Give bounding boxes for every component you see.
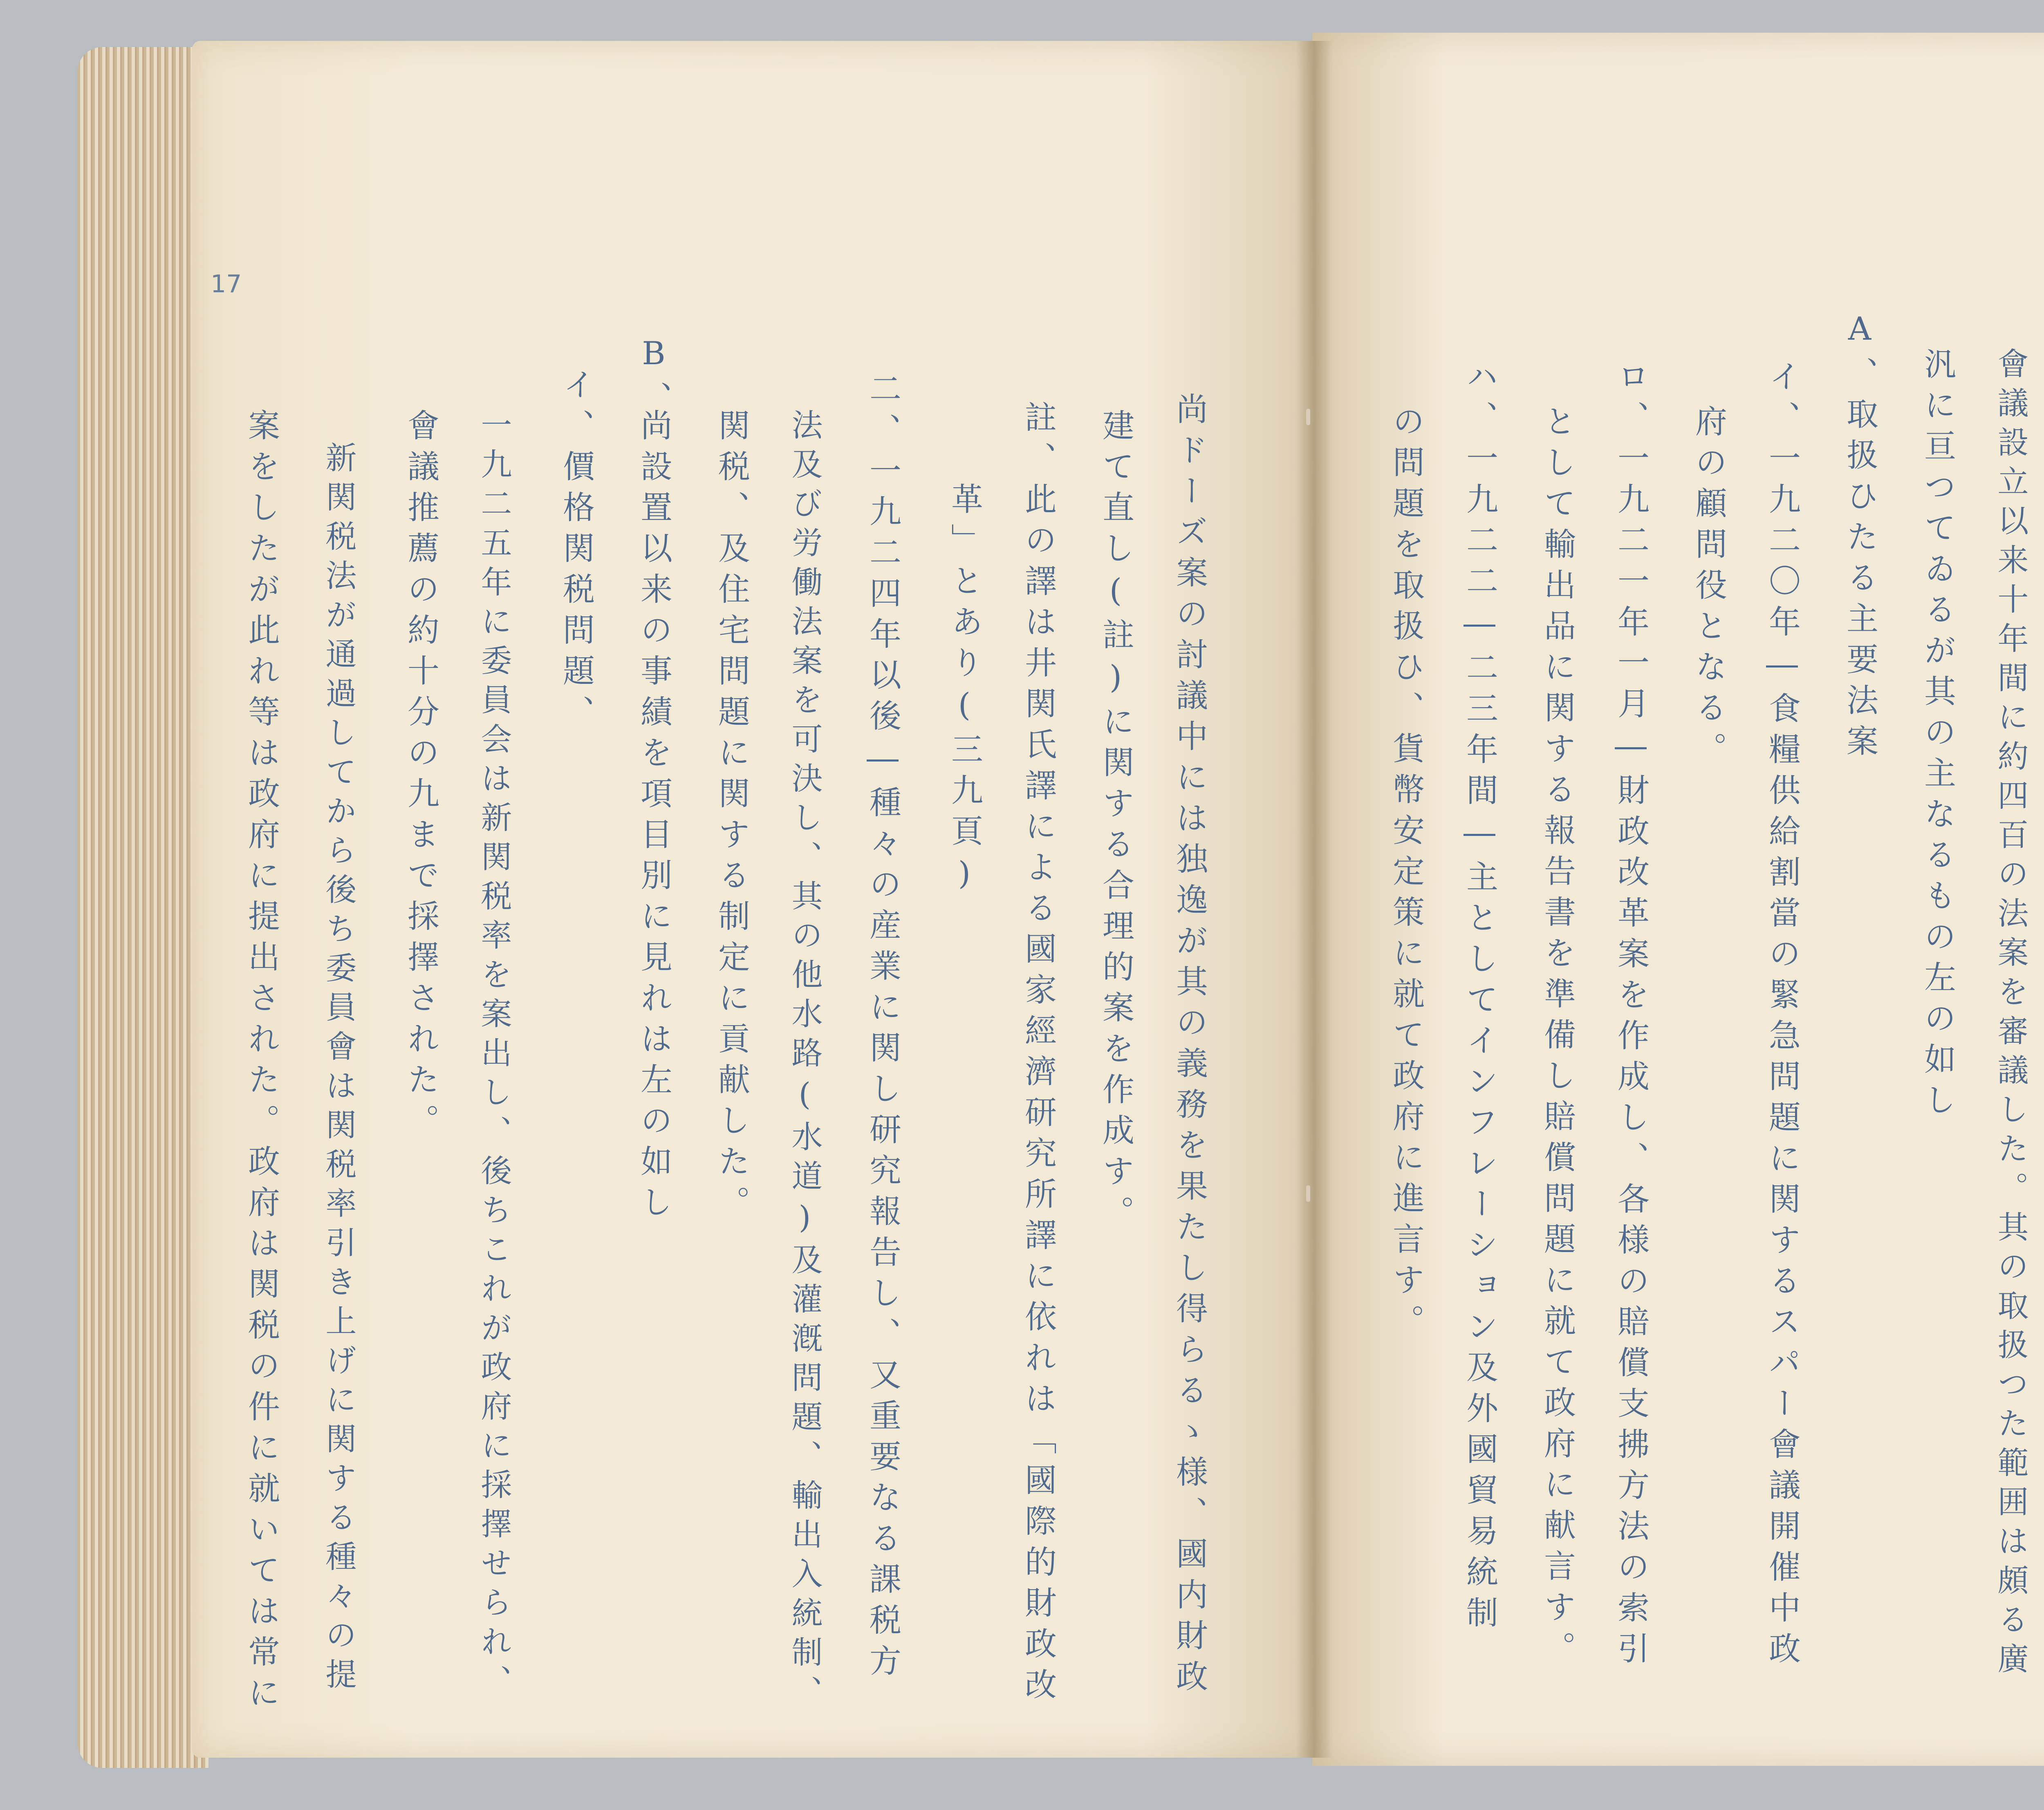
- text-column: イ、一九二〇年―食糧供給割當の緊急問題に関するスパー會議開催中政: [1764, 360, 1800, 1673]
- text-column: 會議設立以来十年間に約四百の法案を審議した。其の取扱つた範囲は頗る廣: [1992, 347, 2029, 1682]
- text-column: 案をしたが此れ等は政府に提出された。政府は関税の件に就いては常に: [243, 409, 280, 1717]
- text-column: 二、一九二四年以後―種々の産業に関し研究報告し、又重要なる課税方: [864, 372, 901, 1685]
- text-column: 新関税法が通過してから後ち委員會は関税率引き上げに関する種々の提: [320, 441, 357, 1697]
- text-column: の問題を取扱ひ、貨幣安定策に就て政府に進言す。: [1387, 405, 1424, 1345]
- text-column: 革」とあり(三九頁): [946, 482, 983, 901]
- text-column: 法及び労働法案を可決し、其の他水路(水道)及灌漑問題、輸出入統制、: [787, 409, 823, 1714]
- section-heading: イ、價格関税問題、: [558, 368, 594, 736]
- left-page-edges: [78, 47, 208, 1768]
- text-column: として輸出品に関する報告書を準備し賠償問題に就て政府に献言す。: [1539, 405, 1576, 1672]
- text-column: ロ、一九二一年一月―財政改革案を作成し、各様の賠償支拂方法の索引: [1612, 360, 1649, 1673]
- text-column: 関税、及住宅問題に関する制定に貢献した。: [713, 409, 750, 1226]
- book-gutter: [1296, 41, 1333, 1758]
- text-column: 建て直し(註)に関する合理的案を作成す。: [1097, 409, 1134, 1236]
- text-column: 會議推薦の約十分の九まで採擇された。: [402, 409, 439, 1145]
- left-page: [192, 41, 1312, 1758]
- text-column: 汎に亘つてゐるが其の主なるもの左の如し: [1919, 347, 1956, 1124]
- binding-stitch: [1306, 1185, 1310, 1202]
- text-column: 一九二五年に委員会は新関税率を案出し、後ちこれが政府に採擇せられ、: [476, 409, 512, 1704]
- page-number-left: 17: [211, 270, 242, 298]
- text-column: 府の顧問役となる。: [1690, 405, 1727, 773]
- text-column: ハ、一九二二―二三年間―主としてインフレーション及外國貿易統制: [1461, 360, 1498, 1637]
- text-column: 尚ドーズ案の討議中には独逸が其の義務を果たし得らるゝ様、國内財政: [1171, 392, 1208, 1700]
- section-heading: A、取扱ひたる主要法案: [1841, 311, 1878, 765]
- section-heading: B、: [635, 335, 672, 422]
- text-column: 尚設置以来の事績を項目別に見れは左の如し: [635, 409, 672, 1226]
- binding-stitch: [1306, 409, 1310, 425]
- text-column: 註、此の譯は井関氏譯による國家經濟研究所譯に依れは「國際的財政改: [1020, 401, 1056, 1709]
